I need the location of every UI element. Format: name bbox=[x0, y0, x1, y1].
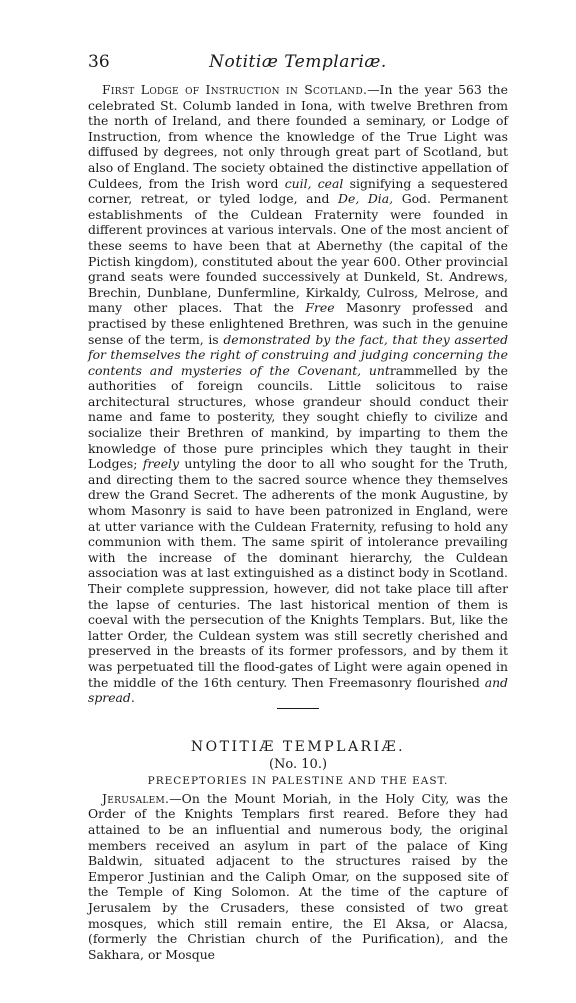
page-body bbox=[88, 82, 508, 962]
section-subtitle: PRECEPTORIES IN PALESTINE AND THE EAST. bbox=[147, 774, 449, 787]
emphasis-text: demonstrated by the fact, that they asserted for themselves the right of construing and judging concerning the contents and mysteries of the Covenant, unt bbox=[88, 331, 508, 378]
article-first-lodge bbox=[88, 82, 508, 706]
article-heading: First Lodge of Instruction in Scotland. bbox=[102, 82, 368, 97]
emphasis-text: and spread. bbox=[88, 674, 508, 706]
emphasis-text: freely bbox=[142, 456, 179, 472]
emphasis-text: De, Dia, bbox=[338, 191, 394, 207]
section-number: (No. 10.) bbox=[268, 756, 328, 772]
page-number: 36 bbox=[88, 52, 110, 72]
emphasis-text: cuil, ceal bbox=[284, 175, 344, 191]
article-text: God. Permanent establishments of the Culdean Fraternity were founded in different provinces at various intervals. One of the most ancient of these seems to have been that at Abernethy (the capital of the Pictish kingdom), constituted about the year 600. Other provincial grand seats were founded successively at Dunkeld, St. Andrews, Brechin, Dunblane, Dunfermline, Kirkaldy, Culross, Melrose, and many other places. That the bbox=[88, 191, 508, 316]
section-title: NOTITIÆ TEMPLARIÆ. bbox=[190, 738, 406, 755]
emphasis-text: Free bbox=[305, 300, 335, 316]
article-jerusalem bbox=[88, 791, 508, 963]
closing-rule bbox=[277, 708, 319, 709]
article-text: Masonry professed and practised by these enlightened Brethren, was such in the genuine sense of the term, is bbox=[88, 300, 508, 347]
article-text: rammelled by the authorities of foreign councils. Little solicitous to raise architectural structures, whose grandeur should conduct their name and fame to posterity, they sought chiefly to civilize and socialize their Brethren of mankind, by imparting to them the knowledge of those pure principles which they taught in their Lodges; bbox=[88, 362, 508, 472]
article-text: —On the Mount Moriah, in the Holy City, was the Order of the Knights Templars first reared. Before they had attained to be an influential and numerous body, the original members received an asylum in part of the palace of King Baldwin, situated adjacent to the structures raised by the Emperor Justinian and the Caliph Omar, on the supposed site of the Temple of King Solomon. At the time of the capture of Jerusalem by the Crusaders, these consisted of two great mosques, which still remain entire, the El Aksa, or Alacsa, (formerly the Christian church of the Purification), and the Sakhara, or Mosque bbox=[88, 790, 508, 962]
article-text: untyling the door to all who sought for the Truth, and directing them to the sacred source whence they themselves drew the Grand Secret. The adherents of the monk Augustine, by whom Masonry is said to have been patronized in England, were at utter variance with the Culdean Fraternity, refusing to hold any communion with them. The same spirit of intolerance prevailing with the increase of the dominant hierarchy, the Culdean association was at last extinguished as a distinct body in Scotland. Their complete suppression, however, did not take place till after the lapse of centuries. The last historical mention of them is coeval with the persecution of the Knights Templars. But, like the latter Order, the Culdean system was still secretly cherished and preserved in the breasts of its former professors, and by them it was perpetuated till the flood-gates of Light were again opened in the middle of the 16th century. Then Freemasonry flourished bbox=[88, 456, 509, 690]
running-title: Notitiæ Templariæ. bbox=[209, 52, 387, 72]
page-header bbox=[88, 52, 508, 74]
article-text: signifying a sequestered corner, retreat, or tyled lodge, and bbox=[88, 175, 508, 207]
article-heading: Jerusalem. bbox=[102, 790, 170, 806]
article-text: —In the year 563 the celebrated St. Columb landed in Iona, with twelve Brethren from the north of Ireland, and there founded a seminary, or Lodge of Instruction, from whence the knowledge of the True Light was diffused by degrees, not only through great part of Scotland, but also of England. The society obtained the distinctive appellation of Culdees, from the Irish word bbox=[88, 82, 508, 191]
